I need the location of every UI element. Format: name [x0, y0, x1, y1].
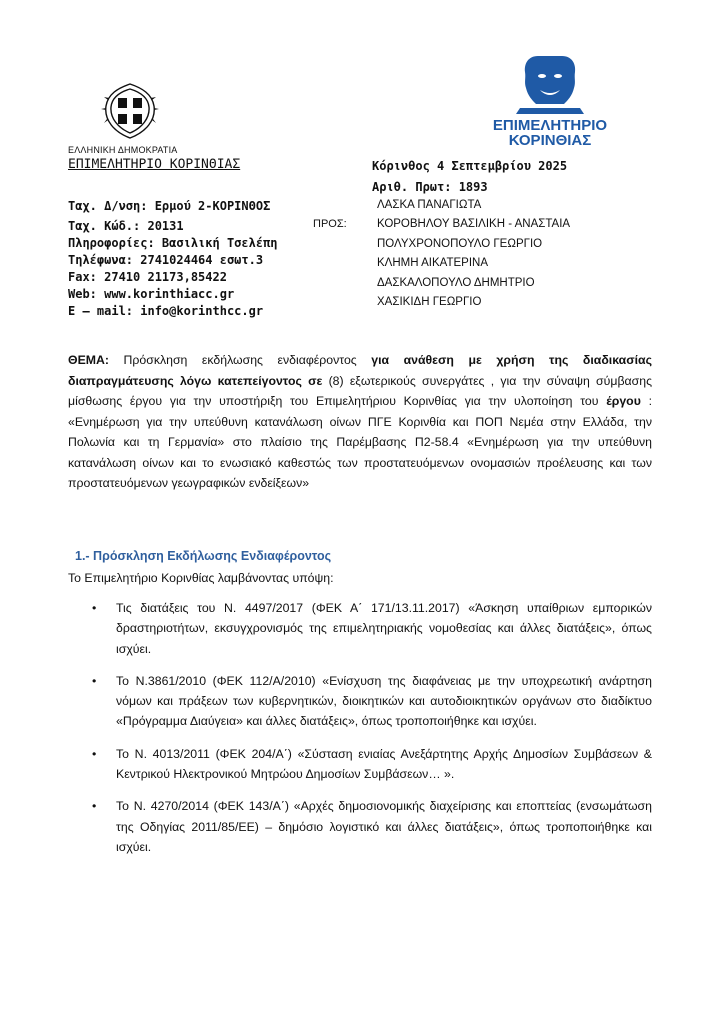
logo-line-1: ΕΠΙΜΕΛΗΤΗΡΙΟ: [492, 117, 608, 134]
subject-bold-text: για ανάθεση με χρήση της διαδικασίας διαπραγμάτευσης λόγω κατεπείγοντος σε: [68, 353, 652, 388]
fax-line: Fax: 27410 21173,85422: [68, 270, 227, 284]
bullet-icon: •: [92, 601, 97, 615]
list-item: [92, 744, 652, 785]
subject-bold-text: έργου: [606, 394, 641, 408]
subject-text: Πρόσκληση εκδήλωσης ενδιαφέροντος: [109, 353, 372, 367]
list-item-text: Το Ν. 4013/2011 (ΦΕΚ 204/Α΄) «Σύσταση ενιαίας Ανεξάρτητης Αρχής Δημοσίων Συμβάσεων & Κεντρικού Ηλεκτρονικού Μητρώου Δημοσίων Συμβάσεων… ».: [116, 746, 652, 782]
recipients-label: ΠΡΟΣ:: [313, 218, 347, 230]
address-line: Ταχ. Δ/νση: Ερμού 2-ΚΟΡΙΝΘΟΣ: [68, 199, 271, 213]
recipient-name: ΛΑΣΚΑ ΠΑΝΑΓΙΩΤΑ: [377, 199, 482, 211]
list-item: [92, 598, 652, 659]
chamber-name: ΕΠΙΜΕΛΗΤΗΡΙΟ ΚΟΡΙΝΘΙΑΣ: [68, 157, 241, 172]
protocol-number: Αριθ. Πρωτ: 1893: [372, 180, 488, 194]
recipient-name: ΚΛΗΜΗ ΑΙΚΑΤΕΡΙΝΑ: [377, 257, 488, 269]
section-heading: 1.- Πρόσκληση Εκδήλωσης Ενδιαφέροντος: [75, 549, 332, 563]
document-date: Κόρινθος 4 Σεπτεμβρίου 2025: [372, 159, 568, 173]
recipient-name: ΧΑΣΙΚΙΔΗ ΓΕΩΡΓΙΟ: [377, 296, 482, 308]
subject-text: (8) εξωτερικούς συνεργάτες , για την σύναψη σύμβασης μίσθωσης έργου για την υποστήριξη του Επιμελητήριου Κορινθίας για την υλοποίηση του: [68, 373, 652, 408]
subject-label: ΘΕΜΑ:: [68, 353, 109, 367]
web-line: Web: www.korinthiacc.gr: [68, 287, 235, 301]
postcode-line: Ταχ. Κώδ.: 20131: [68, 219, 184, 233]
subject-text: : «Ενημέρωση για την υπεύθυνη κατανάλωση οίνων ΠΓΕ Κορινθία και ΠΟΠ Νεμέα στην Ελλάδα, την Πολωνία και τη Γερμανία» στο πλαίσιο της Παρέμβασης Π2-58.4 «Ενημέρωση για την υπεύθυνη κατανάλωση οίνων και το ενωσιακό καθεστώς των προστατευόμενων ονομασιών προέλευσης και των προστατευόμενων γεωγραφικών ενδείξεων»: [68, 394, 652, 490]
list-item-text: Το Ν.3861/2010 (ΦΕΚ 112/Α/2010) «Ενίσχυση της διαφάνειας με την υποχρεωτική ανάρτηση νόμων και πράξεων των κυβερνητικών, διοικητικών και αυτοδιοικητικών οργάνων στο διαδίκτυο «Πρόγραμμα Διαύγεια» και άλλες διατάξεις», όπως τροποποιήθηκε και ισχύει.: [116, 673, 652, 729]
list-item-text: Τις διατάξεις του Ν. 4497/2017 (ΦΕΚ Α΄ 171/13.11.2017) «Άσκηση υπαίθριων εμπορικών δραστηριοτήτων, εκσυγχρονισμός της επιμελητηριακής νομοθεσίας και άλλες διατάξεις», όπως ισχύει.: [116, 601, 652, 656]
greek-emblem-icon: [100, 80, 160, 142]
country-label: ΕΛΛΗΝΙΚΗ ΔΗΜΟΚΡΑΤΙΑ: [68, 145, 178, 155]
list-item: [92, 796, 652, 857]
phone-line: Τηλέφωνα: 2741024464 εσωτ.3: [68, 253, 264, 267]
bullet-icon: •: [92, 746, 97, 761]
bullet-icon: •: [92, 799, 97, 814]
recipient-name: ΚΟΡΟΒΗΛΟΥ ΒΑΣΙΛΙΚΗ - ΑΝΑΣΤΑΙΑ: [377, 218, 571, 230]
recipient-name: ΠΟΛΥΧΡΟΝΟΠΟΥΛΟ ΓΕΩΡΓΙΟ: [377, 238, 543, 250]
info-line: Πληροφορίες: Βασιλική Τσελέπη: [68, 236, 278, 250]
section-intro: Το Επιμελητήριο Κορινθίας λαμβάνοντας υπόψη:: [68, 571, 334, 585]
list-item-text: Το Ν. 4270/2014 (ΦΕΚ 143/Α΄) «Αρχές δημοσιονομικής διαχείρισης και εποπτείας (ενσωμάτωση της Οδηγίας 2011/85/ΕΕ) – δημόσιο λογιστικό και άλλες διατάξεις», όπως τροποποιήθηκε και ισχύει.: [116, 799, 652, 854]
email-line: E – mail: info@korinthcc.gr: [68, 304, 264, 318]
list-item: [92, 671, 652, 732]
subject-paragraph: [68, 350, 652, 494]
legal-bases-list: [92, 598, 652, 869]
chamber-logo: [480, 52, 620, 147]
logo-line-2: ΚΟΡΙΝΘΙΑΣ: [508, 132, 592, 147]
recipient-name: ΔΑΣΚΑΛΟΠΟΥΛΟ ΔΗΜΗΤΡΙΟ: [377, 277, 535, 289]
bullet-icon: •: [92, 673, 97, 688]
